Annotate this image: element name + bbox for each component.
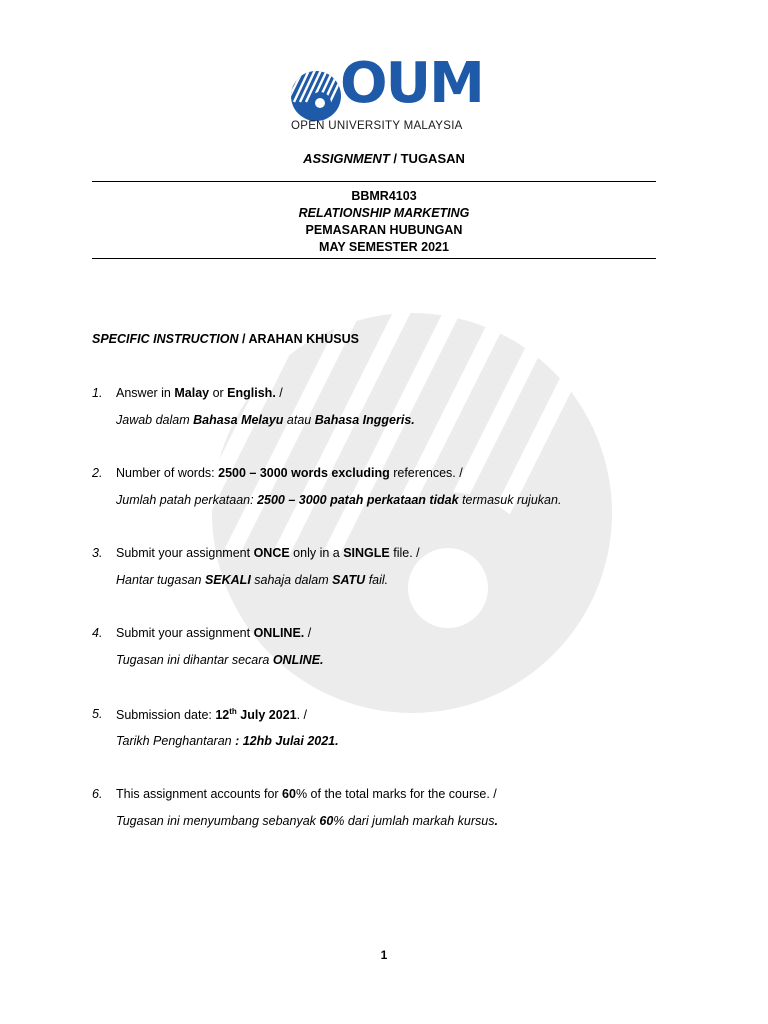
top-rule [92,181,656,182]
item-number: 1. [92,386,103,400]
instructions-heading-ms: ARAHAN KHUSUS [248,332,359,346]
page-number: 1 [380,948,388,962]
item-number: 5. [92,707,103,721]
item-number: 6. [92,787,103,801]
instruction-ms: Tugasan ini menyumbang sebanyak 60% dari jumlah markah kursus. [116,814,498,828]
course-block [0,188,768,256]
item-number: 3. [92,546,103,560]
oum-logo [290,51,483,138]
oum-logo-icon [290,70,342,122]
assignment-title [0,151,768,166]
instruction-en: Submit your assignment ONLINE. / [116,626,312,640]
course-title-en: RELATIONSHIP MARKETING [298,206,470,220]
instruction-ms: Jawab dalam Bahasa Melayu atau Bahasa Inggeris. [116,413,415,427]
instruction-en: Number of words: 2500 – 3000 words excluding references. / [116,466,463,480]
instructions-heading [92,332,359,346]
instruction-ms: Hantar tugasan SEKALI sahaja dalam SATU fail. [116,573,389,587]
course-code: BBMR4103 [351,189,417,203]
institution-name: OPEN UNIVERSITY MALAYSIA [291,120,463,132]
logo-wordmark: OUM [340,51,483,116]
instruction-en: This assignment accounts for 60% of the total marks for the course. / [116,787,497,801]
bottom-rule [92,258,656,259]
assignment-title-ms: TUGASAN [400,151,465,166]
assignment-title-en: ASSIGNMENT [303,151,390,166]
instruction-en: Answer in Malay or English. / [116,386,283,400]
heading-separator: / [238,332,249,346]
instruction-en: Submit your assignment ONCE only in a SINGLE file. / [116,546,420,560]
instruction-en: Submission date: 12th July 2021. / [116,707,308,723]
instruction-ms: Jumlah patah perkataan: 2500 – 3000 patah perkataan tidak termasuk rujukan. [116,493,562,507]
oum-watermark-icon [212,292,612,734]
instruction-ms: Tugasan ini dihantar secara ONLINE. [116,653,324,667]
semester: MAY SEMESTER 2021 [319,240,449,254]
instruction-ms: Tarikh Penghantaran : 12hb Julai 2021. [116,734,339,748]
item-number: 4. [92,626,103,640]
course-title-ms: PEMASARAN HUBUNGAN [305,223,463,237]
instructions-heading-en: SPECIFIC INSTRUCTION [92,332,239,346]
item-number: 2. [92,466,103,480]
title-separator: / [389,151,401,166]
